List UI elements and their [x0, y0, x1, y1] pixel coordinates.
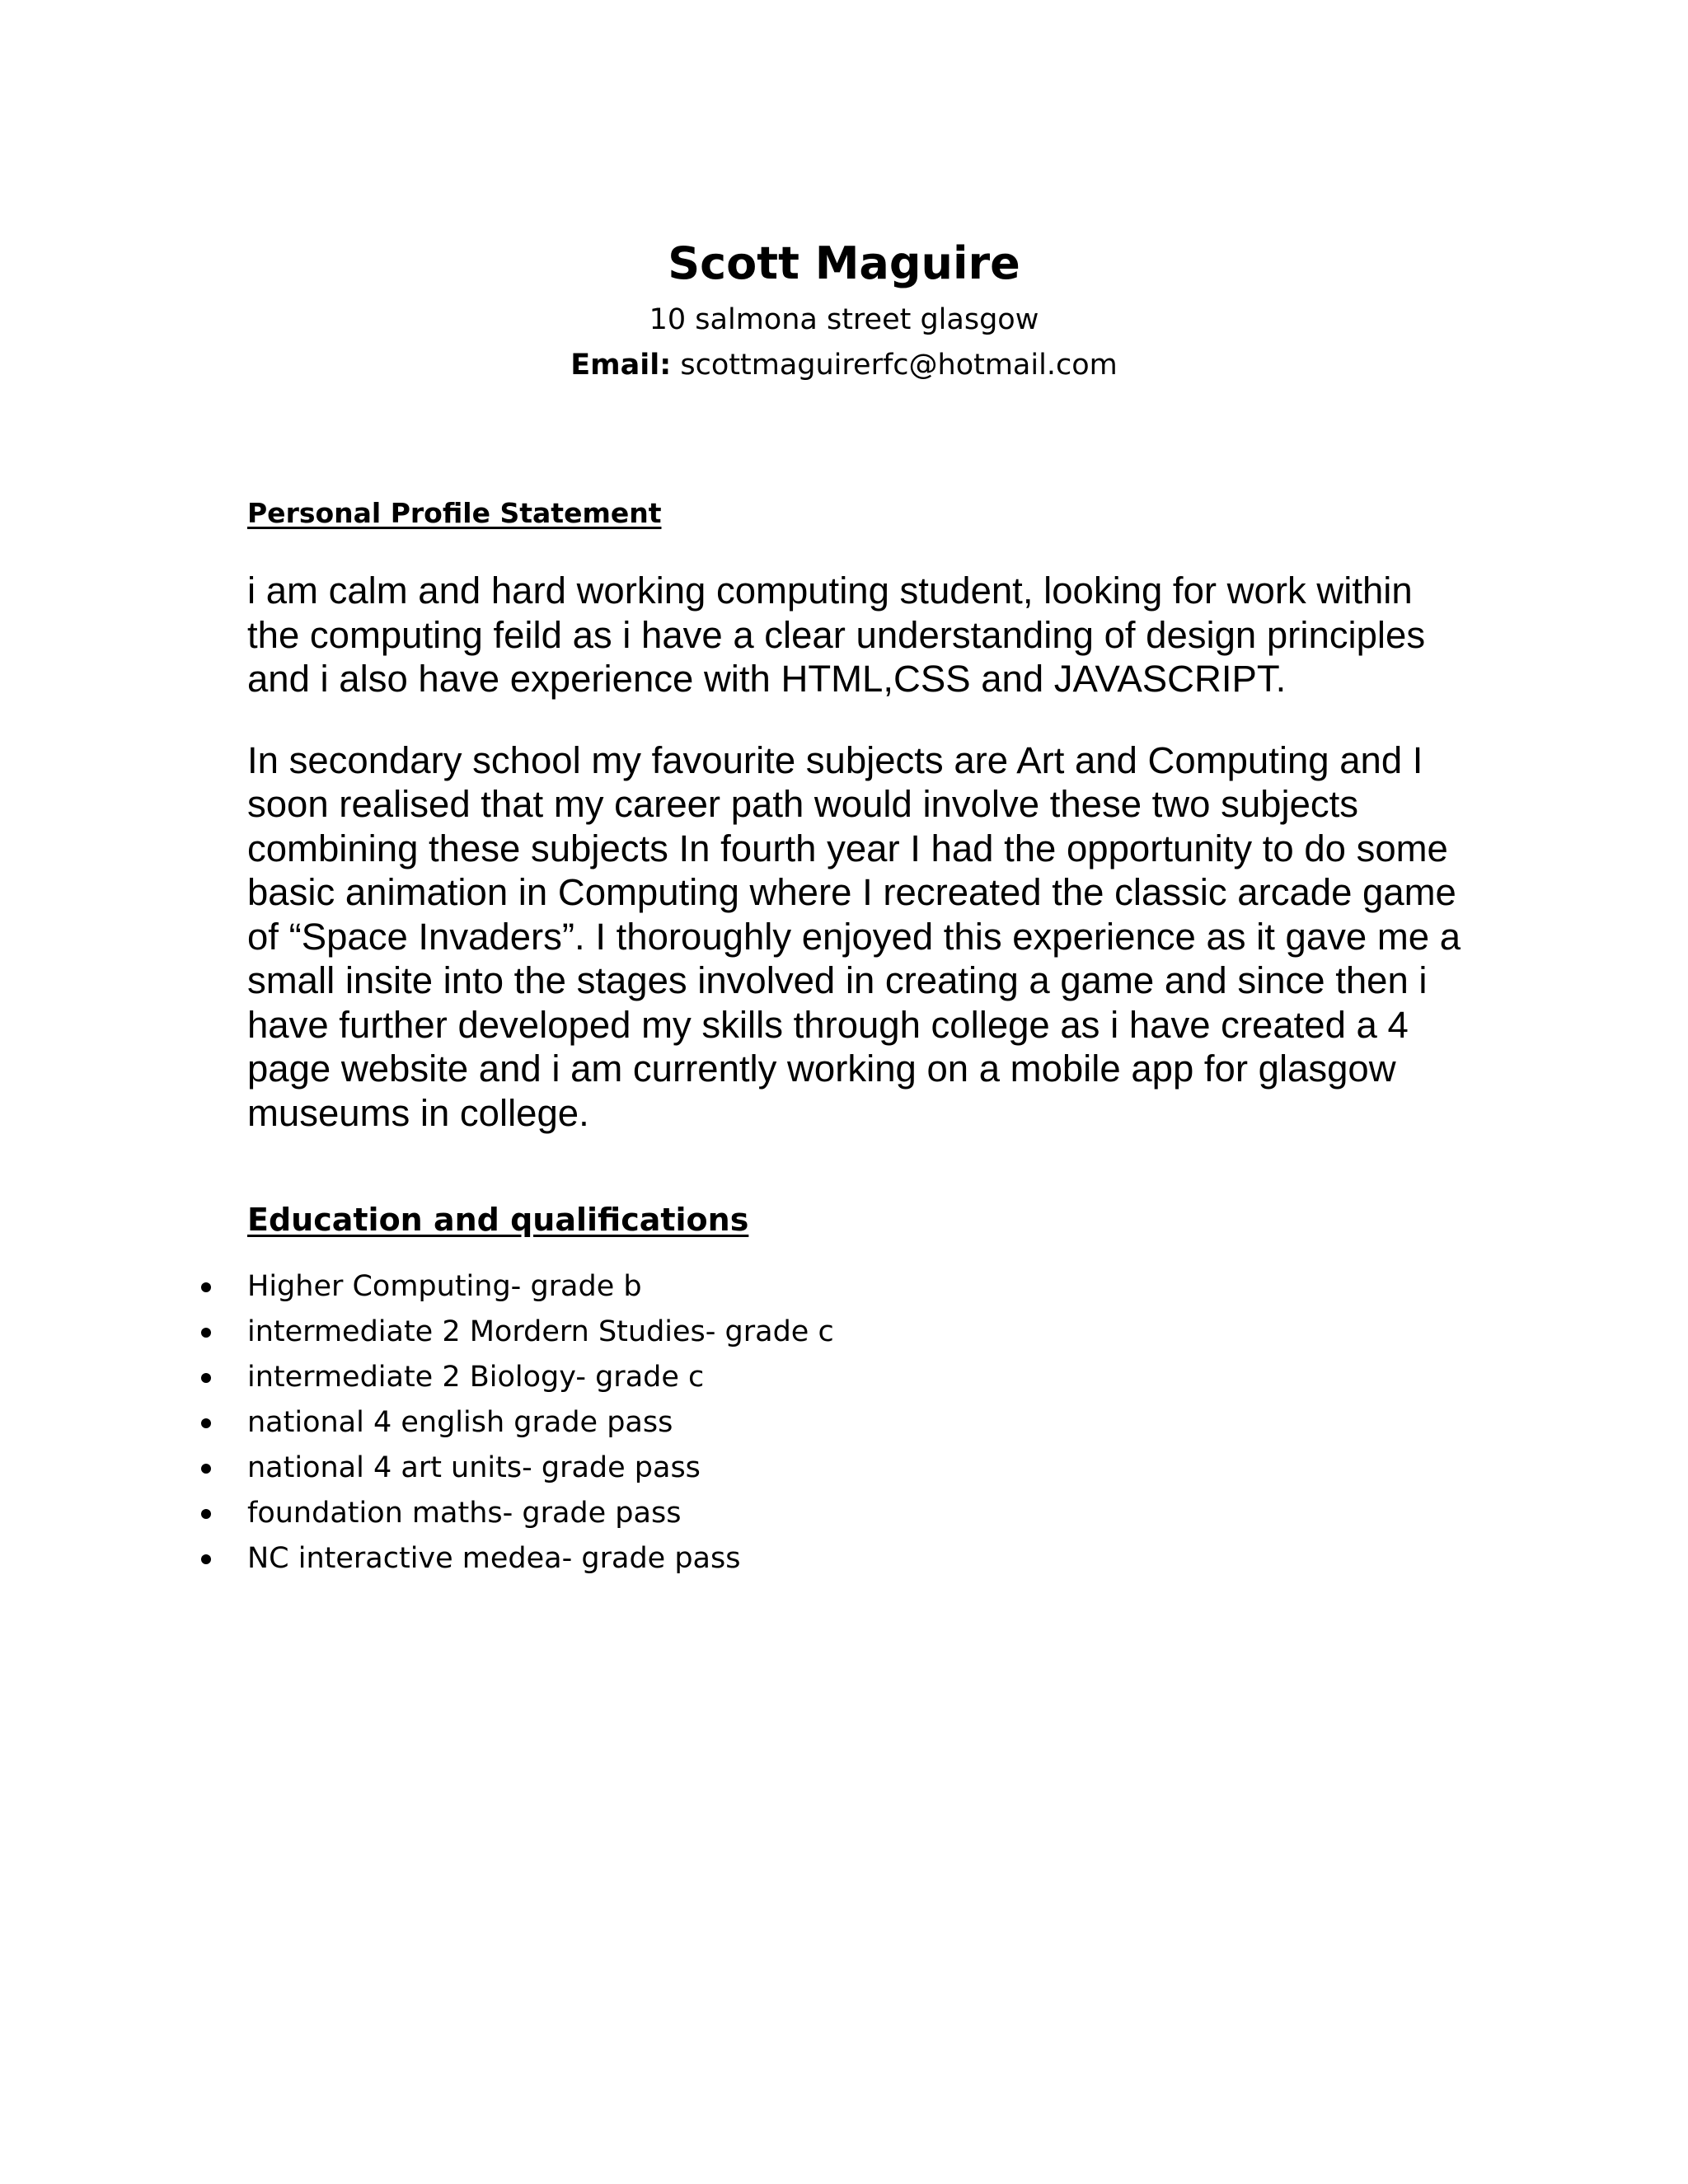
bullet-icon	[201, 1373, 211, 1383]
list-item	[196, 1446, 834, 1491]
profile-paragraph: i am calm and hard working computing student, looking for work within the computing feild as i have a clear understanding of design principles and i also have experience with HTML,CSS and JAVASCRIPT.	[247, 569, 1426, 700]
list-item	[196, 1491, 834, 1536]
bullet-icon	[201, 1464, 211, 1474]
email-address: scottmaguirerfc@hotmail.com	[680, 349, 1118, 382]
list-item	[196, 1310, 834, 1355]
bullet-icon	[201, 1509, 211, 1519]
email-label: Email:	[570, 349, 672, 382]
qualification-text: Higher Computing- grade b	[247, 1270, 642, 1303]
qualification-text: foundation maths- grade pass	[247, 1497, 682, 1530]
qualification-text: intermediate 2 Mordern Studies- grade c	[247, 1315, 834, 1348]
qualifications-list	[196, 1264, 834, 1582]
list-item	[196, 1400, 834, 1446]
profile-paragraph: In secondary school my favourite subjects are Art and Computing and I soon realised that my career path would involve these two subjects combining these subjects In fourth year I had the opportunity to do some basic animation in Computing where I recreated the classic arcade game of “Space Invaders”. I thoroughly enjoyed this experience as it gave me a small insite into the stages involved in creating a game and since then i have further developed my skills through college as i have created a 4 page website and i am currently working on a mobile app for glasgow museums in college.	[247, 738, 1461, 1134]
bullet-icon	[201, 1418, 211, 1428]
bullet-icon	[201, 1554, 211, 1564]
qualification-text: NC interactive medea- grade pass	[247, 1542, 741, 1575]
contact-header	[0, 229, 1688, 389]
education-heading: Education and qualifications	[247, 1202, 749, 1238]
profile-heading: Personal Profile Statement	[247, 497, 662, 529]
profile-statement	[247, 569, 1467, 1135]
qualification-text: national 4 english grade pass	[247, 1406, 673, 1439]
bullet-icon	[201, 1328, 211, 1338]
list-item	[196, 1536, 834, 1582]
qualification-text: national 4 art units- grade pass	[247, 1451, 701, 1484]
list-item	[196, 1355, 834, 1400]
email-line	[0, 341, 1688, 389]
bullet-icon	[201, 1282, 211, 1292]
list-item	[196, 1264, 834, 1310]
qualification-text: intermediate 2 Biology- grade c	[247, 1361, 705, 1394]
applicant-name: Scott Maguire	[668, 237, 1020, 289]
applicant-address: 10 salmona street glasgow	[649, 303, 1039, 336]
